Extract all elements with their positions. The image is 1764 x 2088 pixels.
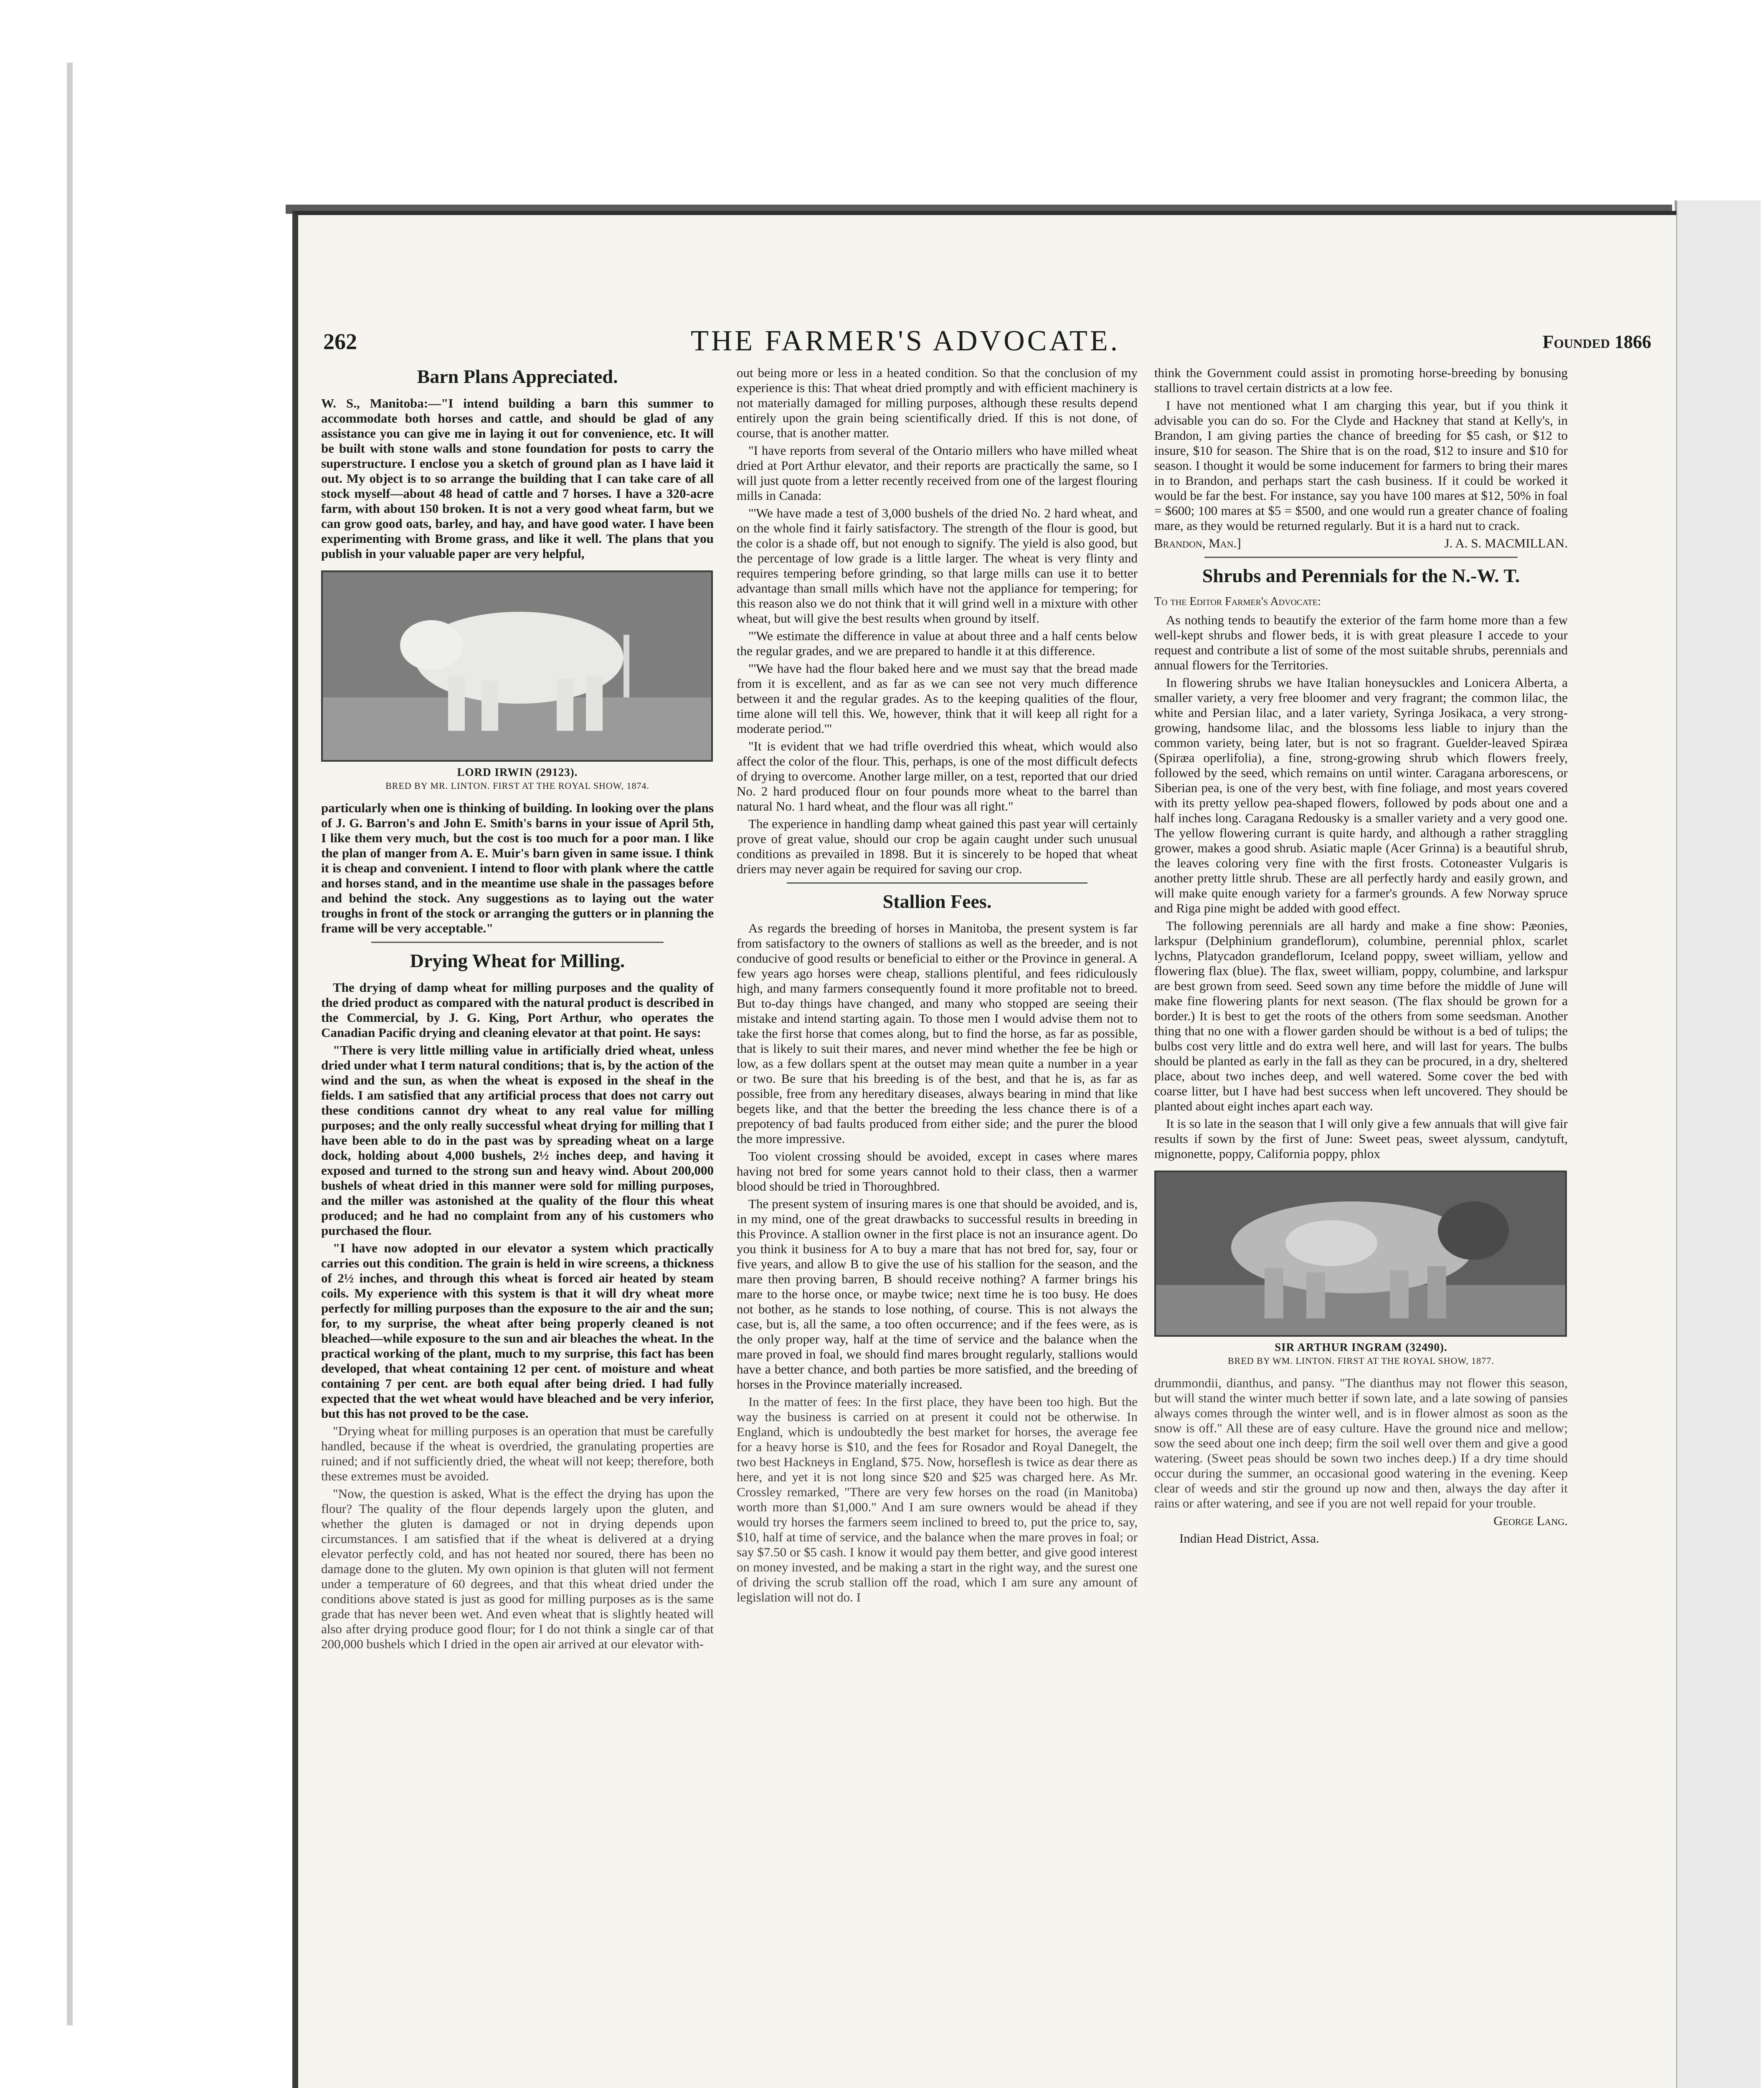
- drying-paragraph-2: "There is very little milling value in artificially dried wheat, unless dried under what I term natural conditions; that is, by the action of the wind and the sun, as when the wheat is exposed in the sheaf in the fields. I am satisfied that any artificial process that does not carry out these conditions cannot dry wheat to any real value for milling purposes; and the only really successful wheat drying for milling that I have been able to do in the past was by spreading wheat on a large dock, holding about 4,000 bushels, 2½ inches deep, and having it exposed and turned to the strong sun and heavy wind. About 200,000 bushels of wheat dried in this manner were sold for milling purposes, and the miller was astonished at the quality of the flour this wheat produced; and he had no complaint from any of his customers who purchased the flour.: [321, 1043, 714, 1238]
- stallion-paragraph-1: As regards the breeding of horses in Manitoba, the present system is far from satisfactory to the owners of stallions as well as the breeder, and is not conducive of good results or beneficial to either or the Province in general. A few years ago horses were cheap, stallions plentiful, and fees ridiculously high, and many farmers consequently found it more profitable not to breed. But to-day things have changed, and many who stopped are seeing their mistake and intend starting again. To those men I would advise them not to take the first horse that comes along, but to find the horse, as far as possible, that is likely to suit their mares, and never mind whether the fee be high or low, as a few dollars spent at the outset may mean quite a number in a year or two. Be sure that his breeding is of the best, and that he is, as far as possible, free from any hereditary diseases, always bearing in mind that like begets like, and that the better the breeding the less chance there is of a prepotency of bad faults produced from either side; and the purer the blood the more impressive.: [737, 921, 1138, 1146]
- shrubs-paragraph-2: In flowering shrubs we have Italian honeysuckles and Lonicera Alberta, a smaller variety, a very free bloomer and very fragrant; the common lilac, the white and Persian lilac, and a later variety, Syringa Josikaca, a very strong-growing, handsome lilac, and the blossoms less liable to injury than the common variety, being later, but is not so fragrant. Guelder-leaved Spiræa (Spiræa operlifolia), a fine, strong-growing shrub which flowers freely, followed by the seed, which remains on until winter. Caragana arborescens, or Siberian pea, is one of the very best, with fine foliage, and most years covered with its pretty yellow pea-shaped flowers, followed by pods about one and a half inches long. Caragana Redousky is a smaller variety and a very good one. The yellow flowering currant is quite hardy, and although a rather straggling grower, makes a good shrub. Asiatic maple (Acer Grinna) is a beautiful shrub, the leaves coloring very fine with the first frosts. Cotoneaster Vulgaris is another pretty little shrub. These are all perfectly hardy and easily grown, and will make quite enough variety for a farmer's grounds. A few Norway spruce and Riga pine might be added with good effect.: [1154, 675, 1568, 915]
- page-header: [323, 324, 1651, 362]
- drying-paragraph-5: "Now, the question is asked, What is the effect the drying has upon the flour? The quality of the flour depends largely upon the gluten, and whether the gluten is damaged or not in drying depends upon circumstances. I am satisfied that if the wheat is delivered at a drying elevator perfectly cold, and has not heated nor soured, there has been no damage done to the gluten. My own opinion is that gluten will not ferment under a temperature of 60 degrees, and that this wheat dried under the conditions above stated is just as good for milling purposes as is the same grade that has never been wet. And even wheat that is slightly heated will also after drying produce good flour; for I do not think a single car of that 200,000 bushels which I dried in the open air arrived at our elevator with-: [321, 1486, 714, 1651]
- stallion-paragraph-2: Too violent crossing should be avoided, except in cases where mares having not bred for some years cannot hold to their class, then a warmer blood should be tried in Thoroughbred.: [737, 1149, 1138, 1194]
- photo-subcaption-lord-irwin: BRED BY MR. LINTON. FIRST AT THE ROYAL SHOW, 1874.: [385, 780, 650, 791]
- photo-sir-arthur-ingram: [1154, 1171, 1567, 1337]
- article-title-shrubs: Shrubs and Perennials for the N.-W. T.: [1202, 565, 1520, 586]
- shrubs-paragraph-4: It is so late in the season that I will only give a few annuals that will give fair results if sown by the first of June: Sweet peas, sweet alyssum, candytuft, mignonette, poppy, California poppy, phlox: [1154, 1116, 1568, 1161]
- stallion-author: J. A. S. MACMILLAN.: [1444, 536, 1568, 550]
- article-title-barn-plans: Barn Plans Appreciated.: [417, 366, 618, 387]
- newspaper-page: [292, 211, 1676, 2088]
- article-title-stallion-fees: Stallion Fees.: [882, 891, 992, 912]
- masthead-title: THE FARMER'S ADVOCATE.: [691, 325, 1120, 357]
- drying-paragraph-1: The drying of damp wheat for milling purposes and the quality of the dried product as compared with the natural product is described in the Commercial, by J. G. King, Port Arthur, who operates the Canadian Pacific drying and cleaning elevator at that point. He says:: [321, 980, 714, 1040]
- stallion-paragraph-4: In the matter of fees: In the first place, they have been too high. But the way the business is carried on at present it could not be otherwise. In England, which is undoubtedly the best market for horses, the average fee for a heavy horse is $10, and the fees for Rosador and Royal Danegelt, the two best Hackneys in England, $75. Now, horseflesh is twice as dear there as here, and yet it is not long since $20 and $25 was charged here. As Mr. Crossley remarked, "There are very few horses on the road (in Manitoba) worth more than $1,000." And I am sure owners would be ahead if they would try horses the farmers seem inclined to breed to, put the price to, say, $10, half at time of service, and the balance when the mare proves in foal; or say $7.50 or $5 cash. I know it would pay them better, and give good interest on money invested, and be making a start in the right way, and the surest one of driving the scrub stallion off the road, which I am sure any amount of legislation will not do. I: [737, 1394, 1138, 1604]
- drying-paragraph-4: "Drying wheat for milling purposes is an operation that must be carefully handled, because if the wheat is overdried, the granulating properties are ruined; and if not sufficiently dried, the wheat will not keep; therefore, both these extremes must be avoided.: [321, 1424, 714, 1483]
- shrubs-paragraph-3: The following perennials are all hardy and make a fine show: Pæonies, larkspur (Delphinium grandeflorum), columbine, perennial phlox, scarlet lychns, Platycadon grandeflorum, Iceland poppy, sweet william, yellow and flowering flax (blue). The flax, sweet william, poppy, columbine, and larkspur are best grown from seed. Seed sown any time before the middle of June will make fine flowering plants for next season. (The flax should be grown for a border.) It is best to get the roots of the others from some seedsman. Another thing that no one with a flower garden should be without is a bed of tulips; the bulbs cost very little and do extra well here, and will last for years. The bulbs should be planted as early in the fall as they can be procured, in a dry, sheltered place, about two inches deep, and well watered. Some cover the bed with coarse litter, but I have had best success when left uncovered. They should be planted about eight inches apart each way.: [1154, 918, 1568, 1113]
- photo-subcaption-sir-arthur: BRED BY WM. LINTON. FIRST AT THE ROYAL SHOW, 1877.: [1228, 1356, 1494, 1366]
- shrubs-paragraph-5: drummondii, dianthus, and pansy. "The dianthus may not flower this season, but will stand the winter much better if sown late, and a late sowing of pansies always comes through the winter well, and is in flower almost as soon as the snow is off." All these are of easy culture. Have the ground nice and mellow; sow the seed about one inch deep; firm the soil well over them and give a good watering. (Sweet peas should be sown two inches deep.) If a dry time should occur during the summer, an occasional good watering in the evening. Keep clear of weeds and stir the ground up now and then, always the day after it rains or after watering, and see if you are not well repaid for your trouble.: [1154, 1376, 1568, 1510]
- drying-cont-paragraph-3: "'We have made a test of 3,000 bushels of the dried No. 2 hard wheat, and on the whole find it fairly satisfactory. The strength of the flour is good, but the color is a shade off, but not enough to signify. The yield is also good, but the percentage of low grade is a little larger. The wheat is very flinty and requires tempering before grinding, so that large mills can use it to better advantage than small mills which have not the appliance for tempering; for this reason also we do not think that it will grind well in a mixture with other wheat, but will give the best results when ground by itself.: [737, 506, 1138, 626]
- founded-note: Founded 1866: [1542, 332, 1651, 352]
- drying-cont-paragraph-7: The experience in handling damp wheat gained this past year will certainly prove of great value, should our crop be again caught under such unusual conditions as prevailed in 1898. But it is sincerely to be hoped that wheat driers may never again be required for saving our crop.: [737, 816, 1138, 876]
- page-number: 262: [323, 329, 357, 354]
- drying-cont-paragraph-1: out being more or less in a heated condition. So that the conclusion of my experience is this: That wheat dried promptly and with efficient machinery is not materially damaged for milling purposes, although these results depend entirely upon the grain being scientifically dried. If this is not done, of course, that is another matter.: [737, 365, 1138, 440]
- section-divider: [1204, 557, 1518, 558]
- stallion-place: Brandon, Man.]: [1154, 536, 1241, 550]
- bull-illustration: [1156, 1172, 1565, 1335]
- section-divider: [787, 882, 1087, 884]
- article-title-drying-wheat: Drying Wheat for Milling.: [410, 950, 625, 971]
- stallion-cont-paragraph-2: I have not mentioned what I am charging this year, but if you think it advisable you can do so. For the Clyde and Hackney that stand at Kelly's, in Brandon, I am giving parties the chance of breeding for $5 cash, or $12 to insure, $10 for season. The Shire that is on the road, $12 to insure and $10 for season. I thought it would be some inducement for farmers to bring their mares in to Brandon, and perhaps start the cash business. If it could be worked it would be far the best. For instance, say you have 100 mares at $12, 50% in foal = $600; 100 mares at $5 = $500, and one would run a greater chance of foaling mare, as they would be returned regularly. But it is a hard nut to crack.: [1154, 398, 1568, 533]
- barn-letter-part2: particularly when one is thinking of building. In looking over the plans of J. G. Barron's and John E. Smith's barns in your issue of April 5th, I like them very much, but the cost is too much for a poor man. I like the plan of manger from A. E. Muir's barn given in same issue. I think it is cheap and convenient. I intend to floor with plank where the cattle and horses stand, and in the meantime use shale in the passages before and behind the stock. Any suggestions as to laying out the water troughs in front of the stock or arranging the gutters or in planning the frame will be very acceptable.": [321, 801, 714, 935]
- shrubs-signature: George Lang.: [1493, 1513, 1568, 1528]
- shrubs-paragraph-1: As nothing tends to beautify the exterior of the farm home more than a few well-kept shrubs and flower beds, it is with great pleasure I accede to your request and contribute a list of some of the most suitable shrubs, perennials and annual flowers for the Territories.: [1154, 613, 1568, 672]
- barn-letter-part1: W. S., Manitoba:—"I intend building a barn this summer to accommodate both horses and cattle, and should be glad of any assistance you can give me in laying it out for convenience, etc. It will be built with stone walls and stone foundation for posts to carry the superstructure. I enclose you a sketch of ground plan as I have laid it out. My object is to so arrange the building that I can take care of all stock myself—about 48 head of cattle and 7 horses. I have a 320-acre farm, with about 150 broken. It is not a very good wheat farm, but we can grow good oats, barley, and hay, and have good water. I have been experimenting with Brome grass, and like it well. The plans that you publish in your valuable paper are very helpful,: [321, 396, 714, 561]
- section-divider: [371, 942, 664, 943]
- stallion-signature: [1154, 536, 1568, 551]
- editor-salutation: To the Editor Farmer's Advocate:: [1154, 595, 1321, 608]
- photo-caption-sir-arthur: SIR ARTHUR INGRAM (32490).: [1275, 1341, 1447, 1353]
- drying-paragraph-3: "I have now adopted in our elevator a system which practically carries out this condition. The grain is held in wire screens, a thickness of 2½ inches, and through this wheat is forced air heated by steam coils. My experience with this system is that it will dry wheat more perfectly for milling purposes than the exposure to the air and the sun; for, to my surprise, the wheat after being properly cleaned is not bleached—while exposure to the sun and air bleaches the wheat. In the practical working of the plant, much to my surprise, this fact has been developed, that wheat containing 12 per cent. of moisture and wheat containing 7 per cent. are both equal after being dried. I had fully expected that the wet wheat would have bleached and be very inferior, but this has not proved to be the case.: [321, 1241, 714, 1421]
- photo-lord-irwin: [321, 570, 713, 762]
- column-3: [1154, 365, 1568, 1548]
- column-2: [737, 365, 1138, 1607]
- photo-caption-lord-irwin: LORD IRWIN (29123).: [457, 766, 578, 778]
- drying-cont-paragraph-4: "'We estimate the difference in value at about three and a half cents below the regular grades, and we are prepared to handle it at this difference.: [737, 628, 1138, 658]
- drying-cont-paragraph-6: "It is evident that we had trifle overdried this wheat, which would also affect the color of the flour. This, perhaps, is one of the most difficult defects of drying to overcome. Another large miller, on a test, reported that our dried No. 2 hard produced flour on four pounds more wheat to the barrel than natural No. 1 hard wheat, and the flour was all right.": [737, 739, 1138, 813]
- film-edge-left: [67, 63, 73, 2025]
- stallion-paragraph-3: The present system of insuring mares is one that should be avoided, and is, in my mind, one of the great drawbacks to successful results in breeding in this Province. A stallion owner in the first place is not an insurance agent. Do you think it business for A to buy a mare that has not bred for, say, four or five years, and allow B to give the use of his stallion for the season, and the mare then proving barren, B should receive nothing? A farmer brings his mare to the horse once, or maybe twice; next time he is too busy. He does not bother, as he stands to lose nothing, of course. This is not always the case, but is, all the same, a too often occurrence; and if the fees were, as is the only proper way, half at the time of service and the balance when the mare proved in foal, we should find mares brought regularly, stallions would have a better chance, and both parties be more satisfied, and the breeding of horses in the Province materially increased.: [737, 1196, 1138, 1391]
- adjacent-page-edge: [1675, 200, 1761, 2088]
- bull-illustration: [323, 572, 711, 760]
- stallion-cont-paragraph-1: think the Government could assist in promoting horse-breeding by bonusing stallions to travel certain districts at a low fee.: [1154, 365, 1568, 395]
- shrubs-place: Indian Head District, Assa.: [1179, 1531, 1319, 1546]
- column-1: [321, 365, 714, 1654]
- drying-cont-paragraph-5: "'We have had the flour baked here and we must say that the bread made from it is excellent, and as far as we can see not very much difference between it and the regular grades. As to the keeping qualities of the flour, time alone will tell this. We, however, think that it will keep all right for a moderate period.'": [737, 661, 1138, 736]
- drying-cont-paragraph-2: "I have reports from several of the Ontario millers who have milled wheat dried at Port Arthur elevator, and their reports are practically the same, so I will just quote from a letter recently received from one of the largest flouring mills in Canada:: [737, 443, 1138, 503]
